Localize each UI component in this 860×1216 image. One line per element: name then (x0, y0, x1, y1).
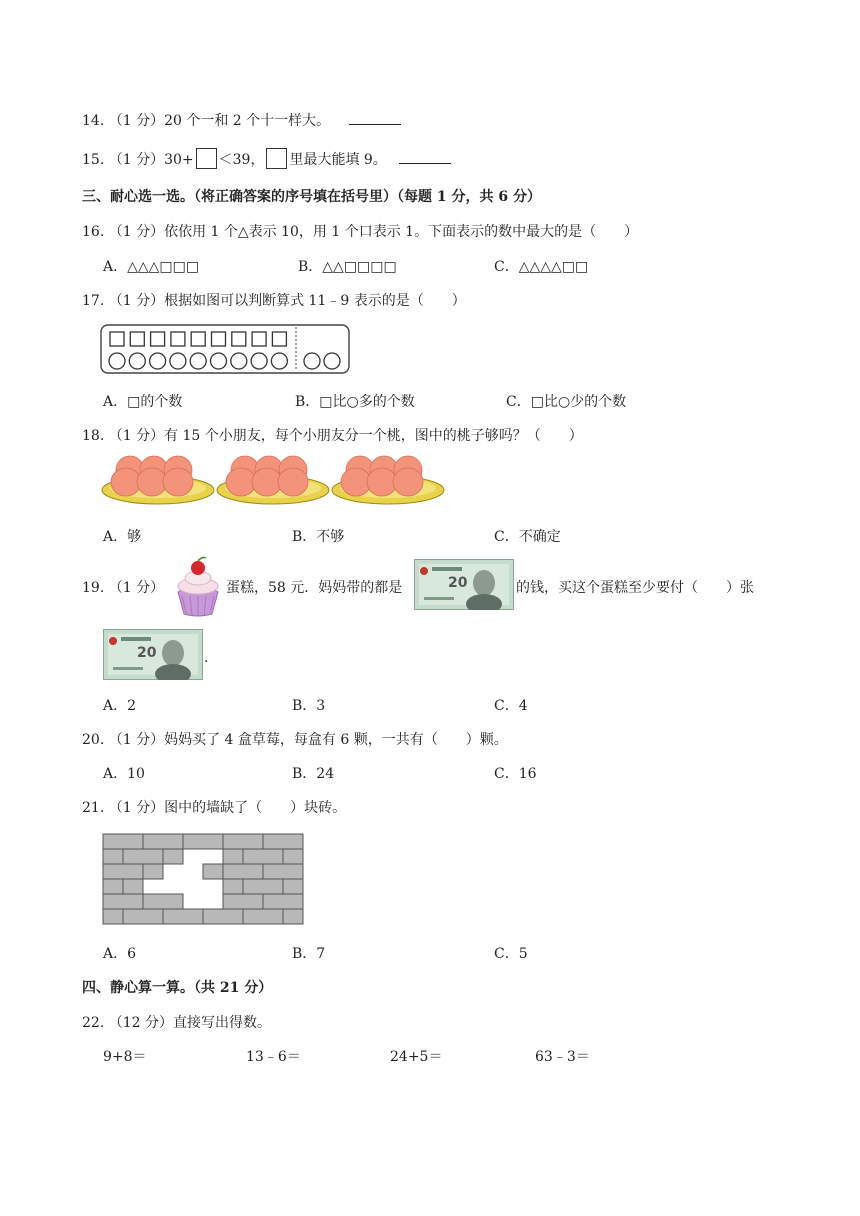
peach-shape (137, 468, 167, 496)
question-text-b: ＜39， (218, 152, 265, 168)
banknote-value: 20 (137, 645, 157, 661)
question-text-a: 30+ (164, 152, 194, 168)
circle-shape (211, 353, 227, 369)
square-shape (130, 332, 144, 346)
question-text-a: 蛋糕，58 元．妈妈带的都是 (226, 580, 403, 596)
option-a[interactable]: A．够 (103, 529, 142, 545)
question-number: 21. (82, 800, 105, 816)
option-b[interactable]: B．24 (292, 766, 335, 782)
question-number: 18. (82, 428, 105, 444)
question-score: （1 分） (108, 800, 165, 816)
peach-shape (341, 468, 371, 496)
circle-shape (190, 353, 206, 369)
question-text: 根据如图可以判断算式 11﹣9 表示的是（ ） (164, 293, 466, 309)
answer-blank[interactable] (349, 110, 401, 125)
option-a[interactable]: A．10 (103, 766, 145, 782)
option-a[interactable]: A．△△△□□□ (103, 259, 200, 275)
plate-group (102, 456, 214, 504)
option-c[interactable]: C．□比○少的个数 (506, 394, 627, 410)
circle-shape (231, 353, 247, 369)
option-b[interactable]: B．3 (292, 698, 326, 714)
question-number: 16. (82, 224, 105, 240)
question-text: 妈妈买了 4 盒草莓，每盒有 6 颗，一共有（ ）颗。 (164, 732, 508, 748)
brick-wall-figure (102, 833, 304, 927)
banknote-value: 20 (448, 575, 468, 591)
question-text-b: 的钱，买这个蛋糕至少要付（ ）张 (516, 580, 754, 596)
square-shape (110, 332, 124, 346)
square-shape (252, 332, 266, 346)
peach-shape (252, 468, 282, 496)
circle-shape (129, 353, 145, 369)
calc-item: 13﹣6＝ (246, 1049, 301, 1065)
option-a[interactable]: A．6 (103, 946, 137, 962)
plate-group (217, 456, 329, 504)
question-score: （1 分） (108, 580, 165, 596)
circle-shape (109, 353, 125, 369)
calc-item: 9+8＝ (103, 1049, 147, 1065)
question-text: 直接写出得数。 (172, 1015, 271, 1031)
question-score: （1 分） (108, 113, 165, 129)
question-text: 依依用 1 个△表示 10，用 1 个口表示 1。下面表示的数中最大的是（ ） (164, 224, 639, 240)
box-blank (196, 148, 217, 169)
question-18 (82, 426, 583, 446)
option-c[interactable]: C．△△△△□□ (494, 259, 589, 275)
question-score: （1 分） (108, 732, 165, 748)
option-c[interactable]: C．不确定 (494, 529, 561, 545)
banknote-20-image (414, 559, 514, 610)
question-number: 17. (82, 293, 105, 309)
option-c[interactable]: C．16 (494, 766, 537, 782)
question-text: 20 个一和 2 个十一样大。 (164, 113, 331, 129)
peach-shape (111, 468, 141, 496)
question-16 (82, 222, 638, 242)
question-text-c: . (204, 650, 209, 666)
answer-blank[interactable] (399, 149, 451, 164)
peach-shape (278, 468, 308, 496)
question-score: （1 分） (108, 152, 165, 168)
question-score: （1 分） (108, 224, 165, 240)
circle-shape (304, 353, 320, 369)
question-number: 14. (82, 113, 105, 129)
question-15 (82, 148, 451, 170)
circle-shape (170, 353, 186, 369)
calc-item: 63﹣3＝ (535, 1049, 590, 1065)
circle-shape (324, 353, 340, 369)
circle-shape (150, 353, 166, 369)
question-text: 有 15 个小朋友，每个小朋友分一个桃，图中的桃子够吗？（ ） (164, 428, 583, 444)
option-a[interactable]: A．2 (103, 698, 137, 714)
option-c[interactable]: C．5 (494, 946, 528, 962)
question-20 (82, 730, 508, 750)
option-b[interactable]: B．7 (292, 946, 326, 962)
question-number: 22. (82, 1015, 105, 1031)
square-shape (212, 332, 226, 346)
question-22 (82, 1013, 271, 1033)
square-shape (272, 332, 286, 346)
circle-shape (251, 353, 267, 369)
question-21 (82, 798, 346, 818)
question-number: 20. (82, 732, 105, 748)
square-shape (171, 332, 185, 346)
option-b[interactable]: B．□比○多的个数 (295, 394, 415, 410)
question-text: 图中的墙缺了（ ）块砖。 (164, 800, 347, 816)
option-b[interactable]: B．不够 (292, 529, 345, 545)
calc-item: 24+5＝ (390, 1049, 443, 1065)
peach-shape (163, 468, 193, 496)
question-number: 19. (82, 580, 105, 596)
question-19-num (82, 578, 164, 598)
question-text-c: 里最大能填 9。 (289, 152, 387, 168)
question-score: （1 分） (108, 293, 165, 309)
box-blank (266, 148, 287, 169)
question-17 (82, 291, 466, 311)
question-14 (82, 110, 401, 131)
squares-circles-figure (100, 324, 352, 376)
plate-group (332, 456, 444, 504)
cake-icon (172, 556, 224, 618)
square-shape (151, 332, 165, 346)
option-b[interactable]: B．△△□□□□ (298, 259, 397, 275)
question-score: （12 分） (108, 1015, 173, 1031)
section-title: 三、耐心选一选。（将正确答案的序号填在括号里）（每题 1 分，共 6 分） (82, 189, 541, 205)
peach-shape (367, 468, 397, 496)
option-a[interactable]: A．□的个数 (103, 394, 183, 410)
question-number: 15. (82, 152, 105, 168)
peaches-figure (100, 452, 450, 518)
square-shape (232, 332, 246, 346)
question-score: （1 分） (108, 428, 165, 444)
circle-shape (271, 353, 287, 369)
section-title: 四、静心算一算。（共 21 分） (82, 980, 273, 996)
banknote-20-image (103, 629, 203, 680)
peach-shape (226, 468, 256, 496)
square-shape (191, 332, 205, 346)
peach-shape (393, 468, 423, 496)
option-c[interactable]: C．4 (494, 698, 528, 714)
